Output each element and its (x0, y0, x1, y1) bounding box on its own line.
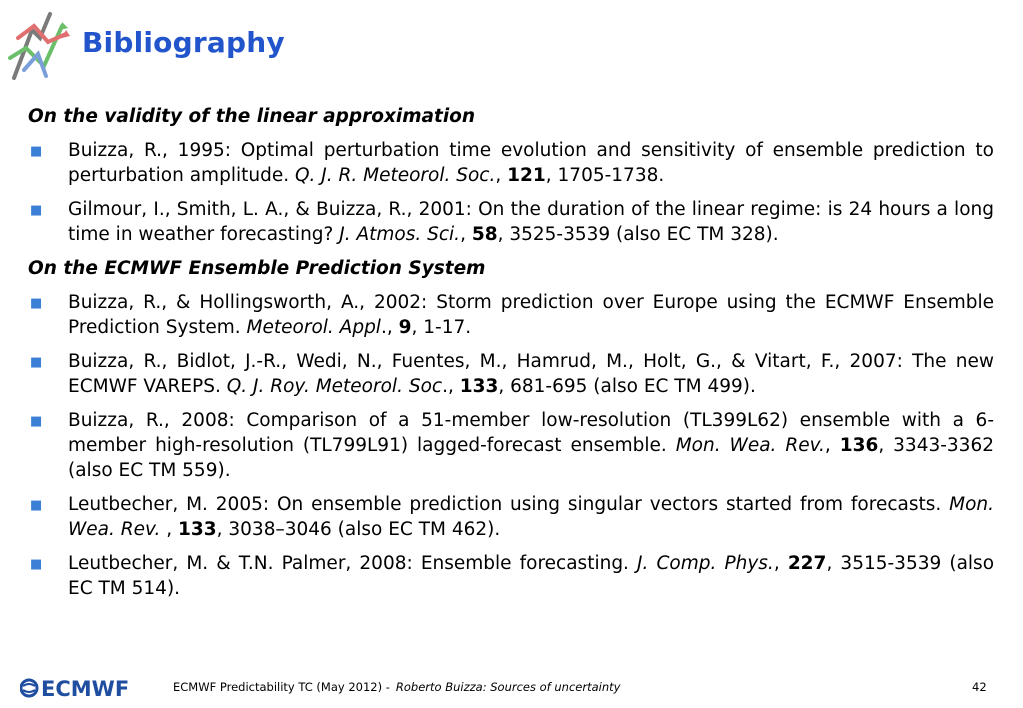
reference-volume: 133 (178, 519, 217, 540)
reference-journal: Mon. Wea. Rev. (68, 494, 994, 540)
reference-pages: , 1705-1738. (545, 165, 665, 186)
reference-text: Buizza, R., Bidlot, J.-R., Wedi, N., Fuentes, M., Hamrud, M., Holt, G., & Vitart, F., 2007: The new ECMWF VAREPS. (68, 351, 994, 397)
page-title: Bibliography (82, 26, 285, 59)
reference-journal: Mon. Wea. Rev. (675, 435, 825, 456)
square-bullet-icon: ■ (30, 296, 43, 311)
reference-list (28, 290, 994, 601)
square-bullet-icon: ■ (30, 557, 43, 572)
footer-author: Roberto Buizza: Sources of uncertainty (395, 680, 621, 694)
reference-volume: 227 (787, 553, 827, 574)
square-bullet-icon: ■ (30, 203, 43, 218)
reference-volume: 136 (839, 435, 879, 456)
reference-separator: , (495, 165, 508, 186)
reference-item (28, 290, 994, 340)
reference-pages: , 3525-3539 (also EC TM 328). (497, 224, 779, 245)
reference-journal: J. Comp. Phys. (637, 553, 774, 574)
reference-separator: ., (442, 376, 460, 397)
reference-journal: Q. J. Roy. Meteorol. Soc (226, 376, 443, 397)
reference-journal: Meteorol. Appl (246, 317, 381, 338)
reference-pages: , 3343-3362 (also EC TM 559). (68, 435, 994, 481)
section-heading-linear-approximation: On the validity of the linear approximation (28, 106, 476, 127)
reference-item (28, 492, 994, 542)
reference-text: Buizza, R., 1995: Optimal perturbation time evolution and sensitivity of ensemble prediction to perturbation amplitude. (68, 140, 994, 186)
reference-separator: , (824, 435, 840, 456)
reference-text: Buizza, R., & Hollingsworth, A., 2002: Storm prediction over Europe using the ECMWF Ensemble Prediction System. (68, 292, 994, 338)
footer-caption (173, 680, 620, 694)
reference-journal: J. Atmos. Sci. (339, 224, 461, 245)
reference-item (28, 551, 994, 601)
reference-pages: , 3038–3046 (also EC TM 462). (216, 519, 501, 540)
reference-item (28, 408, 994, 483)
reference-separator: , (460, 224, 472, 245)
square-bullet-icon: ■ (30, 414, 43, 429)
square-bullet-icon: ■ (30, 355, 43, 370)
square-bullet-icon: ■ (30, 144, 43, 159)
reference-text: Leutbecher, M. 2005: On ensemble prediction using singular vectors started from forecasts. (68, 494, 950, 515)
reference-volume: 133 (459, 376, 499, 397)
reference-text: Leutbecher, M. & T.N. Palmer, 2008: Ensemble forecasting. (68, 553, 638, 574)
footer-event: ECMWF Predictability TC (May 2012) - (173, 680, 390, 694)
reference-volume: 9 (398, 317, 412, 338)
reference-separator: ., (380, 317, 399, 338)
ecmwf-logo-text: ECMWF (41, 677, 130, 700)
reference-pages: , 3515-3539 (also EC TM 514). (68, 553, 995, 599)
reference-volume: 58 (471, 224, 498, 245)
ecmwf-arrows-logo-icon (4, 8, 72, 86)
reference-item (28, 138, 994, 188)
slide-footer (0, 668, 1023, 708)
reference-text: Gilmour, I., Smith, L. A., & Buizza, R., 2001: On the duration of the linear regime: is 24 hours a long time in weather forecasting? (68, 199, 994, 245)
reference-volume: 121 (507, 165, 546, 186)
reference-pages: , 1-17. (411, 317, 472, 338)
page-number: 42 (972, 680, 987, 694)
section-heading-ensemble-prediction: On the ECMWF Ensemble Prediction System (28, 258, 486, 279)
reference-separator: , (773, 553, 788, 574)
bibliography-content (28, 104, 994, 610)
ecmwf-logo (20, 676, 148, 700)
reference-text: Buizza, R., 2008: Comparison of a 51-member low-resolution (TL399L62) ensemble with a 6-member high-resolution (TL799L91) lagged-forecast ensemble. (68, 410, 994, 456)
square-bullet-icon: ■ (30, 498, 43, 513)
reference-separator: , (160, 519, 178, 540)
reference-item (28, 197, 994, 247)
reference-pages: , 681-695 (also EC TM 499). (498, 376, 756, 397)
reference-list (28, 138, 994, 247)
reference-item (28, 349, 994, 399)
reference-journal: Q. J. R. Meteorol. Soc. (294, 165, 496, 186)
